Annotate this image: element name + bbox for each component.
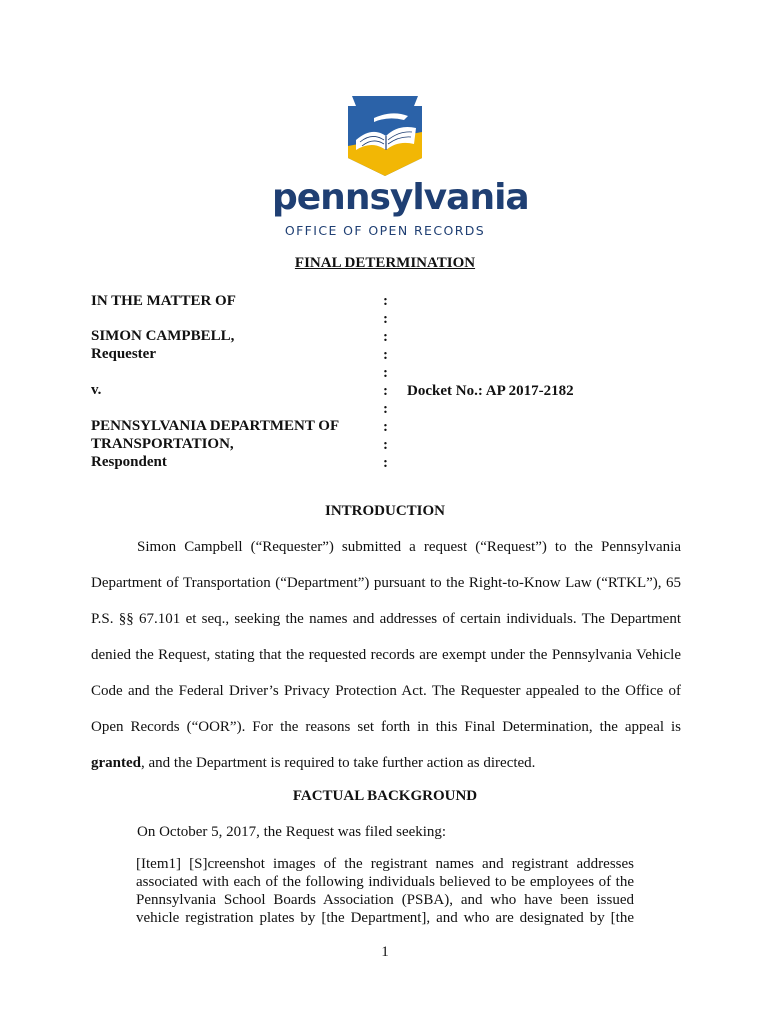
logo-subtitle: OFFICE OF OPEN RECORDS xyxy=(284,223,486,238)
caption-respondent-role: Respondent xyxy=(91,454,167,470)
logo-wordmark: pennsylvania xyxy=(272,177,529,218)
caption-respondent-name-2: TRANSPORTATION, xyxy=(91,436,234,452)
factual-background-heading: FACTUAL BACKGROUND xyxy=(292,788,478,804)
caption-colon: : xyxy=(383,347,388,363)
caption-colon: : xyxy=(383,311,388,327)
request-intro-line: On October 5, 2017, the Request was filed seeking: xyxy=(137,824,447,840)
quote-line: Pennsylvania School Boards Association (PSBA), and who have been issued xyxy=(136,892,634,908)
document-title-text: FINAL DETERMINATION xyxy=(294,255,476,271)
paragraph-line: P.S. §§ 67.101 et seq., seeking the names and addresses of certain individuals. The Department xyxy=(91,611,681,627)
outcome-rest: , and the Department is required to take further action as directed. xyxy=(141,755,536,771)
caption-colon: : xyxy=(383,419,388,435)
oor-logo xyxy=(272,92,529,242)
keystone-book-icon xyxy=(344,92,426,178)
caption-colon: : xyxy=(383,365,388,381)
quote-line: vehicle registration plates by [the Department], and who are designated by [the xyxy=(136,910,634,926)
page-number: 1 xyxy=(381,944,389,960)
caption-colon: : xyxy=(383,401,388,417)
paragraph-line: Open Records (“OOR”). For the reasons set forth in this Final Determination, the appeal is xyxy=(91,719,681,735)
paragraph-line: denied the Request, stating that the requested records are exempt under the Pennsylvania Vehicle xyxy=(91,647,681,663)
caption-versus: v. xyxy=(91,382,102,398)
caption-colon: : xyxy=(383,293,388,309)
caption-colon: : xyxy=(383,383,388,399)
paragraph-line: Code and the Federal Driver’s Privacy Protection Act. The Requester appealed to the Office of xyxy=(91,683,681,699)
caption-in-the-matter: IN THE MATTER OF xyxy=(91,293,236,309)
document-title xyxy=(0,255,770,272)
caption-colon: : xyxy=(383,455,388,471)
quote-line: [Item1] [S]creenshot images of the registrant names and registrant addresses xyxy=(136,856,634,872)
introduction-heading: INTRODUCTION xyxy=(324,503,445,519)
paragraph-line: Simon Campbell (“Requester”) submitted a request (“Request”) to the Pennsylvania xyxy=(137,539,681,555)
docket-number: Docket No.: AP 2017-2182 xyxy=(407,383,574,399)
caption-colon: : xyxy=(383,329,388,345)
paragraph-line-last xyxy=(91,754,681,772)
paragraph-line: Department of Transportation (“Department”) pursuant to the Right-to-Know Law (“RTKL”), 65 xyxy=(91,575,681,591)
caption-requester-role: Requester xyxy=(91,346,156,362)
caption-requester-name: SIMON CAMPBELL, xyxy=(91,328,235,344)
quote-line: associated with each of the following individuals believed to be employees of the xyxy=(136,874,634,890)
outcome-granted: granted xyxy=(91,755,141,771)
caption-colon: : xyxy=(383,437,388,453)
caption-respondent-name-1: PENNSYLVANIA DEPARTMENT OF xyxy=(91,418,340,434)
